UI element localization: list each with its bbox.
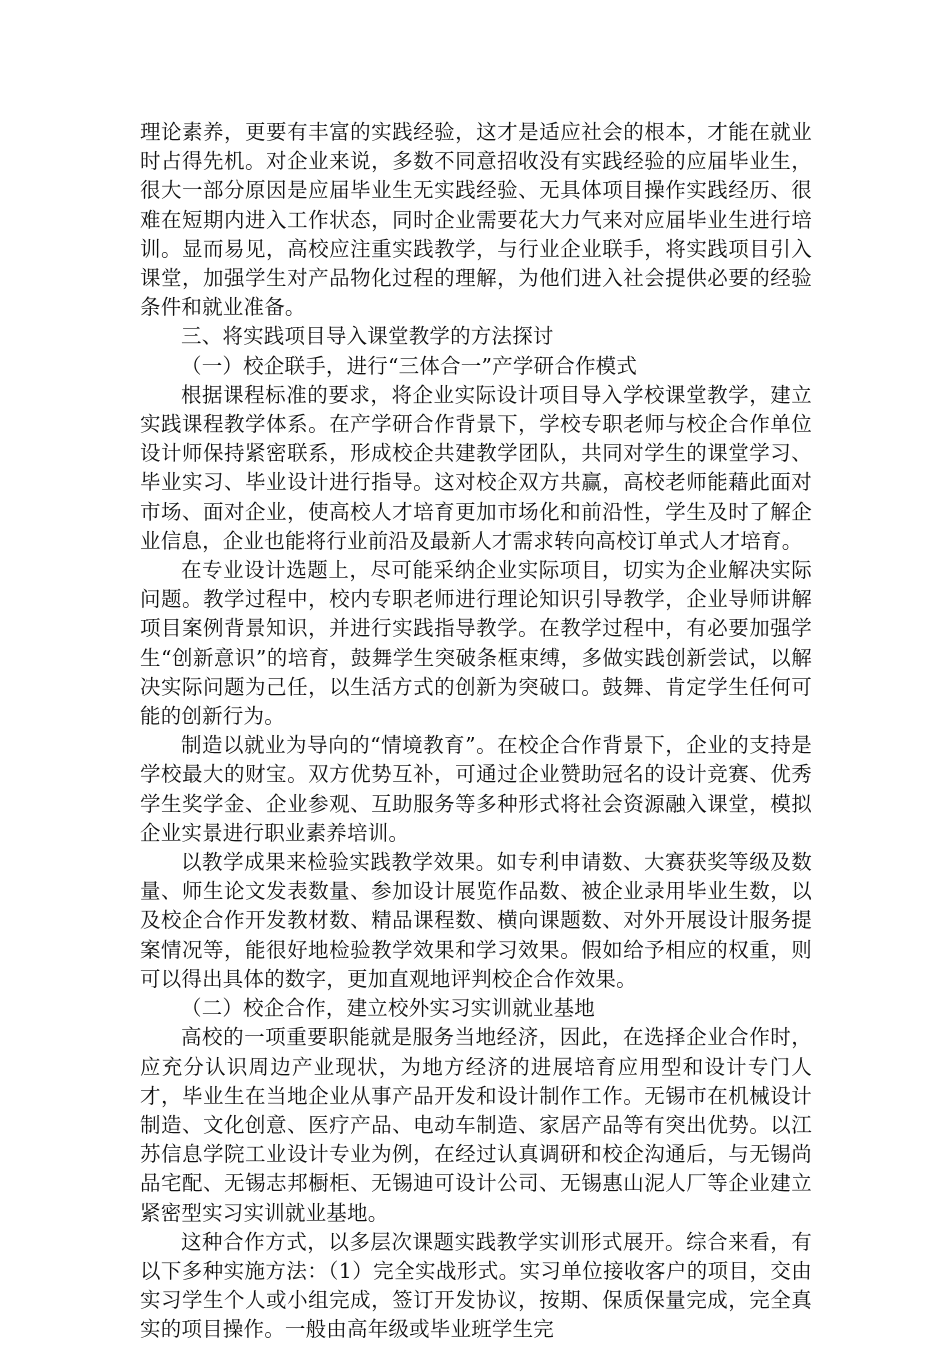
section-heading-3: 三、将实践项目导入课堂教学的方法探讨: [181, 324, 554, 349]
paragraph-5: 以教学成果来检验实践教学效果。如专利申请数、大赛获奖等级及数量、师生论文发表数量、参加设计展览作品数、被企业录用毕业生数，以及校企合作开发教材数、精品课程数、横向课题数、对外开展设计服务提案情况等，能很好地检验教学效果和学习效果。假如给予相应的权重，则可以得出具体的数字，更加直观地评判校企合作效果。: [140, 850, 812, 991]
paragraph-7: 这种合作方式，以多层次课题实践教学实训形式展开。综合来看，有以下多种实施方法：（1）完全实战形式。实习单位接收客户的项目，交由实习学生个人或小组完成，签订开发协议，按期、保质保量完成，完全真实的项目操作。一般由高年级或毕业班学生完: [140, 1229, 812, 1342]
subsection-heading-2: （二）校企合作，建立校外实习实训就业基地: [181, 996, 595, 1021]
paragraph-6: 高校的一项重要职能就是服务当地经济，因此，在选择企业合作时，应充分认识周边产业现状，为地方经济的进展培育应用型和设计专门人才，毕业生在当地企业从事产品开发和设计制作工作。无锡市在机械设计制造、文化创意、医疗产品、电动车制造、家居产品等有突出优势。以江苏信息学院工业设计专业为例，在经过认真调研和校企沟通后，与无锡尚品宅配、无锡志邦橱柜、无锡迪可设计公司、无锡惠山泥人厂等企业建立紧密型实习实训就业基地。: [140, 1025, 812, 1225]
paragraph-2: 根据课程标准的要求，将企业实际设计项目导入学校课堂教学，建立实践课程教学体系。在产学研合作背景下，学校专职老师与校企合作单位设计师保持紧密联系，形成校企共建教学团队，共同对学生的课堂学习、毕业实习、毕业设计进行指导。这对校企双方共赢，高校老师能藉此面对市场、面对企业，使高校人才培育更加市场化和前沿性，学生及时了解企业信息，企业也能将行业前沿及最新人才需求转向高校订单式人才培育。: [140, 382, 812, 553]
paragraph-1: 理论素养，更要有丰富的实践经验，这才是适应社会的根本，才能在就业时占得先机。对企业来说，多数不同意招收没有实践经验的应届毕业生，很大一部分原因是应届毕业生无实践经验、无具体项目操作实践经历、很难在短期内进入工作状态，同时企业需要花大力气来对应届毕业生进行培训。显而易见，高校应注重实践教学，与行业企业联手，将实践项目引入课堂，加强学生对产品物化过程的理解，为他们进入社会提供必要的经验条件和就业准备。: [140, 120, 812, 320]
paragraph-3: 在专业设计选题上，尽可能采纳企业实际项目，切实为企业解决实际问题。教学过程中，校内专职老师进行理论知识引导教学，企业导师讲解项目案例背景知识，并进行实践指导教学。在教学过程中，有必要加强学生“创新意识”的培育，鼓舞学生突破条框束缚，多做实践创新尝试，以解决实际问题为己任，以生活方式的创新为突破口。鼓舞、肯定学生任何可能的创新行为。: [140, 558, 812, 729]
paragraph-4: 制造以就业为导向的“情境教育”。在校企合作背景下，企业的支持是学校最大的财宝。双方优势互补，可通过企业赞助冠名的设计竞赛、优秀学生奖学金、企业参观、互助服务等多种形式将社会资源融入课堂，模拟企业实景进行职业素养培训。: [140, 733, 812, 845]
document-page: [140, 118, 812, 1345]
subsection-heading-1: （一）校企联手，进行“三体合一”产学研合作模式: [181, 353, 638, 378]
